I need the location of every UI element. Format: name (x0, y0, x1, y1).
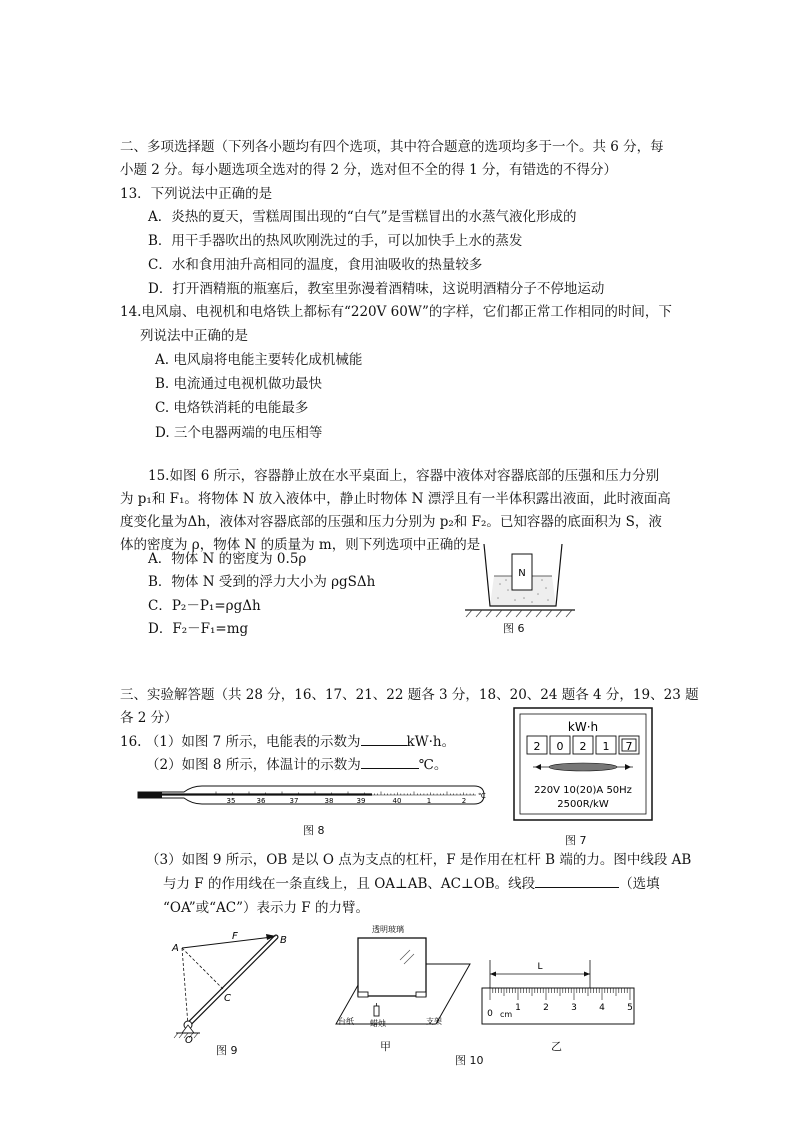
meter-digit: 2 (579, 740, 587, 753)
q14-option-c: C. 电烙铁消耗的电能最多 (155, 400, 309, 416)
q13-option-b: B．用干手器吹出的热风吹刚洗过的手，可以加快手上水的蒸发 (148, 233, 523, 249)
candle-shape (374, 1006, 379, 1016)
figure-8-caption: 图 8 (303, 824, 325, 837)
figure-8-thermometer (136, 783, 488, 809)
q14-stem-line2: 列说法中正确的是 (140, 328, 248, 344)
meter-digit-tenths: 7 (625, 740, 633, 753)
thermometer-tick-label: 38 (324, 797, 334, 805)
thermometer-unit: ℃ (478, 792, 486, 800)
label-f: F (232, 931, 238, 942)
section3-heading-line2: 各 2 分） (120, 710, 178, 726)
thermometer-tick-label: 35 (226, 797, 236, 805)
meter-digit: 2 (533, 740, 541, 753)
meter-digit: 1 (602, 740, 610, 753)
q13-option-c: C．水和食用油升高相同的温度，食用油吸收的热量较多 (148, 257, 483, 273)
figure-10b-sublabel: 乙 (551, 1040, 562, 1053)
meter-rotor-disc (549, 763, 617, 771)
label-c: C (224, 993, 231, 1004)
q13-option-d: D．打开酒精瓶的瓶塞后，教室里弥漫着酒精味，这说明酒精分子不停地运动 (148, 281, 605, 297)
ruler-tick-label: 2 (543, 1003, 549, 1013)
q16-part3-line3: “OA”或“AC”）表示力 F 的力臂。 (163, 900, 369, 916)
figure-10b-ruler (478, 952, 638, 1028)
q16-part1 (120, 733, 455, 751)
thermometer-tick-label: 36 (256, 797, 266, 805)
q14-option-b: B. 电流通过电视机做功最快 (155, 376, 323, 392)
section3-heading-line1: 三、实验解答题（共 28 分，16、17、21、22 题各 3 分，18、20、24 题各 4 分，19、23 题 (120, 687, 699, 703)
ruler-unit: cm (500, 1010, 513, 1019)
q16-part2-unit: ℃。 (418, 757, 448, 773)
q15-line2: 为 p₁和 F₁。将物体 N 放入液体中，静止时物体 N 漂浮且有一半体积露出液面，此时液面高 (120, 491, 671, 507)
figure-6-caption: 图 6 (503, 622, 525, 635)
figure-10a-mirror-setup (318, 920, 478, 1030)
q16-part2-blank[interactable] (361, 756, 419, 769)
label-glass: 透明玻璃 (372, 925, 404, 934)
q13-option-a: A．炎热的夏天，雪糕周围出现的“白气”是雪糕冒出的水蒸气液化形成的 (148, 209, 577, 225)
section2-heading-line2: 小题 2 分。每小题选项全选对的得 2 分，选对但不全的得 1 分，有错选的不得分） (120, 162, 618, 178)
label-b: B (280, 935, 287, 946)
q16-part3-blank[interactable] (535, 875, 619, 888)
q13-stem: 13．下列说法中正确的是 (120, 186, 273, 202)
figure-10a-sublabel: 甲 (380, 1040, 391, 1053)
ruler-tick-label: 3 (571, 1003, 577, 1013)
figure-6-container (460, 540, 580, 618)
meter-unit: kW·h (567, 720, 599, 734)
meter-spec-line2: 2500R/kW (557, 799, 609, 810)
ruler-tick-label: 5 (627, 1003, 633, 1013)
figure-9-caption: 图 9 (216, 1044, 238, 1057)
q15-line4: 体的密度为 ρ，物体 N 的质量为 m，则下列选项中正确的是 (120, 537, 481, 553)
thermometer-tick-label: 37 (289, 797, 299, 805)
q14-option-d: D. 三个电器两端的电压相等 (155, 425, 323, 441)
q16-part2 (146, 756, 447, 774)
thermometer-tick-label: 40 (392, 797, 402, 805)
object-n-label: N (518, 568, 526, 579)
q15-line3: 度变化量为Δh，液体对容器底部的压强和压力分别为 p₂和 F₂。已知容器的底面积为 S，液 (120, 514, 662, 530)
q16-part3-text: 与力 F 的作用线在一条直线上，且 OA⊥AB、AC⊥OB。线段 (163, 876, 536, 892)
meter-digit: 0 (556, 740, 564, 753)
q16-part3-choose: （选填 (619, 876, 660, 892)
thermometer-tick-label: 39 (356, 797, 366, 805)
meter-spec-line1: 220V 10(20)A 50Hz (534, 785, 632, 796)
ruler-tick-label: 4 (599, 1003, 605, 1013)
q15-option-b: B．物体 N 受到的浮力大小为 ρgSΔh (148, 574, 376, 590)
q14-stem-line1: 14.电风扇、电视机和电烙铁上都标有“220V 60W”的字样，它们都正常工作相同的时间，下 (120, 304, 672, 320)
thermometer-tick-label: 1 (426, 797, 432, 805)
q15-line1: 15.如图 6 所示，容器静止放在水平桌面上，容器中液体对容器底部的压强和压力分别 (148, 468, 660, 484)
ruler-tick-label: 1 (515, 1003, 521, 1013)
ruler-tick-label: 0 (487, 1009, 493, 1019)
label-stand: 支架 (426, 1017, 442, 1026)
figure-7-caption: 图 7 (565, 834, 587, 847)
q16-part2-text: （2）如图 8 所示，体温计的示数为 (146, 757, 361, 773)
figure-9-lever (168, 925, 298, 1043)
label-o: O (185, 1035, 193, 1043)
q16-part1-blank[interactable] (361, 733, 407, 746)
q15-option-d: D．F₂－F₁=mg (148, 621, 249, 637)
q15-option-a: A．物体 N 的密度为 0.5ρ (148, 551, 307, 567)
section2-heading-line1: 二、多项选择题（下列各小题均有四个选项，其中符合题意的选项均多于一个。共 6 分，每 (120, 139, 664, 155)
q16-part3-line1: （3）如图 9 所示，OB 是以 O 点为支点的杠杆，F 是作用在杠杆 B 端的力。图中线段 AB (146, 852, 692, 868)
q15-option-c: C．P₂－P₁=ρgΔh (148, 598, 261, 614)
label-length: L (537, 962, 543, 972)
label-table: 台纸 (338, 1017, 354, 1026)
q16-part3-line2 (163, 875, 660, 893)
figure-10-caption: 图 10 (455, 1054, 484, 1067)
figure-7-energy-meter (513, 707, 653, 821)
q14-option-a: A. 电风扇将电能主要转化成机械能 (155, 352, 363, 368)
q16-part1-unit: kW·h。 (406, 734, 456, 750)
thermometer-tick-label: 2 (461, 797, 467, 805)
label-a: A (172, 943, 179, 954)
q16-part1-text: 16. （1）如图 7 所示，电能表的示数为 (120, 734, 361, 750)
label-candle: 蜡烛 (370, 1019, 386, 1028)
